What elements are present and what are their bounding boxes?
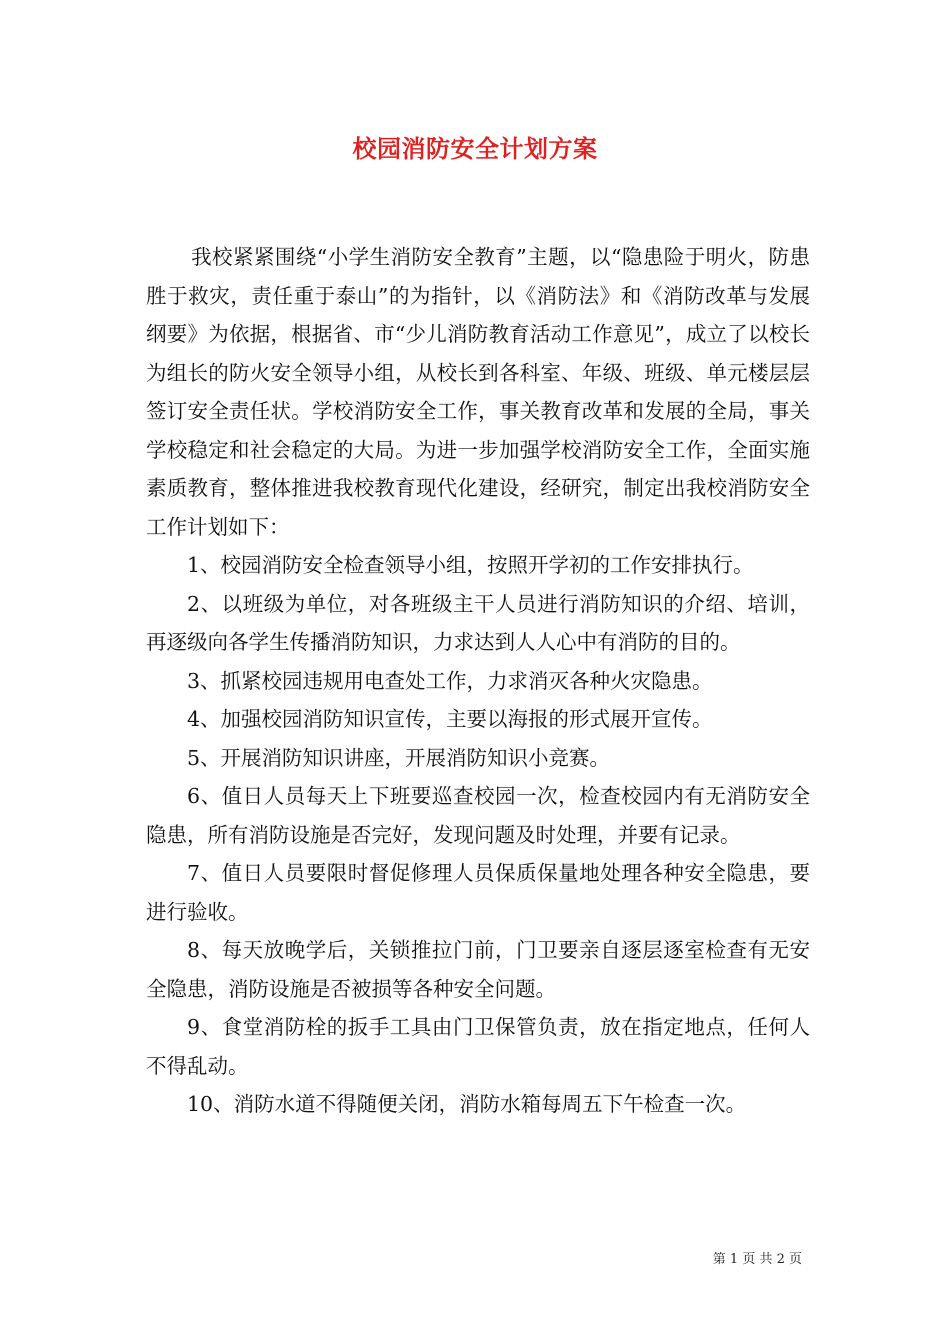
page-number-footer: 第 1 页 共 2 页: [712, 1252, 802, 1267]
plan-item-1: 1、校园消防安全检查领导小组，按照开学初的工作安排执行。: [187, 553, 754, 577]
plan-item-5: 5、开展消防知识讲座，开展消防知识小竞赛。: [187, 745, 611, 770]
document-title: 校园消防安全计划方案: [352, 134, 598, 163]
intro-paragraph: 我校紧紧围绕“小学生消防安全教育”主题，以“隐患险于明火，防患胜于救灾，责任重于泰山”的为指针，以《消防法》和《消防改革与发展纲要》为依据，根据省、市“少儿消防教育活动工作意见”，成立了以校长为组长的防火安全领导小组，从校长到各科室、年级、班级、单元楼层层签订安全责任状。学校消防安全工作，事关教育改革和发展的全局，事关学校稳定和社会稳定的大局。为进一步加强学校消防安全工作，全面实施素质教育，整体推进我校教育现代化建设，经研究，制定出我校消防安全工作计划如下：: [146, 245, 810, 539]
plan-item-4: 4、加强校园消防知识宣传，主要以海报的形式展开宣传。: [187, 707, 713, 731]
plan-item-3: 3、抓紧校园违规用电查处工作，力求消灭各种火灾隐患。: [187, 668, 713, 693]
plan-item-2: 2、以班级为单位，对各班级主干人员进行消防知识的介绍、培训，再逐级向各学生传播消防知识，力求达到人人心中有消防的目的。: [146, 591, 810, 654]
document-body: [146, 238, 810, 1124]
plan-item-8: 8、每天放晚学后，关锁推拉门前，门卫要亲自逐层逐室检查有无安全隐患，消防设施是否被损等各种安全问题。: [146, 938, 810, 1001]
plan-item-7: 7、值日人员要限时督促修理人员保质保量地处理各种安全隐患，要进行验收。: [146, 861, 810, 924]
plan-item-9: 9、食堂消防栓的扳手工具由门卫保管负责，放在指定地点，任何人不得乱动。: [146, 1015, 810, 1078]
plan-item-10: 10、消防水道不得随便关闭，消防水箱每周五下午检查一次。: [187, 1092, 747, 1116]
plan-item-6: 6、值日人员每天上下班要巡查校园一次，检查校园内有无消防安全隐患，所有消防设施是否完好，发现问题及时处理，并要有记录。: [146, 784, 810, 847]
